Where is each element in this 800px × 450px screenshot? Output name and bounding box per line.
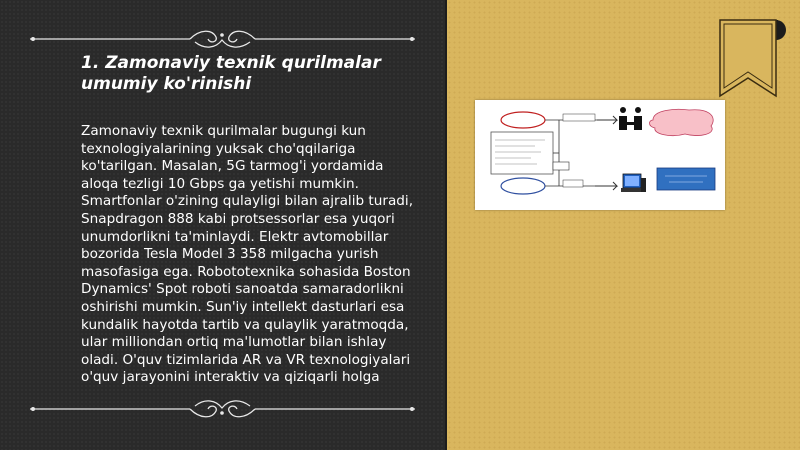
diagram-node: [501, 178, 545, 194]
bookmark-ribbon-icon: [718, 18, 788, 98]
diagram-node: [657, 168, 715, 190]
diagram-node: [553, 162, 569, 170]
people-at-computer-icon: [619, 107, 642, 130]
diagram-node: [563, 180, 583, 187]
diagram-node: [491, 132, 553, 174]
slide-body-text: Zamonaviy texnik qurilmalar bugungi kun texnologiyalarining yuksak cho'qqilariga ko'tarilgan. Masalan, 5G tarmog'i yordamida aloqa tezligi 10 Gbps ga yetishi mumkin. Smartfonlar o'zining qulayligi bilan ajralib turadi, Snapdragon 888 kabi protsessorlar esa yuqori unumdorlikni ta'minlaydi. Elektr avtomobillar bozorida Tesla Model 3 358 milgacha yurish masofasiga ega. Robototexnika sohasida Boston Dynamics' Spot roboti sanoatda samaradorlikni oshirishi mumkin. Sun'iy intellekt dasturlari esa kundalik hayotda tartib va qulaylik yaratmoqda, ular milliondan ortiq ma'lumotlar bilan ishlay oladi. O'quv tizimlarida AR va VR texnologiyalari o'quv jarayonini interaktiv va qiziqarli holga: [81, 123, 414, 386]
diagram-node: [563, 114, 595, 121]
slide-heading: 1. Zamonaviy texnik qurilmalar umumiy ko'rinishi: [81, 53, 381, 94]
diagram-image: [475, 100, 725, 210]
scroll-ornament-icon: [30, 396, 415, 422]
scroll-ornament-icon: [30, 26, 415, 52]
desktop-computer-icon: [621, 174, 646, 192]
diagram-node: [650, 109, 714, 135]
diagram-node: [501, 112, 545, 128]
